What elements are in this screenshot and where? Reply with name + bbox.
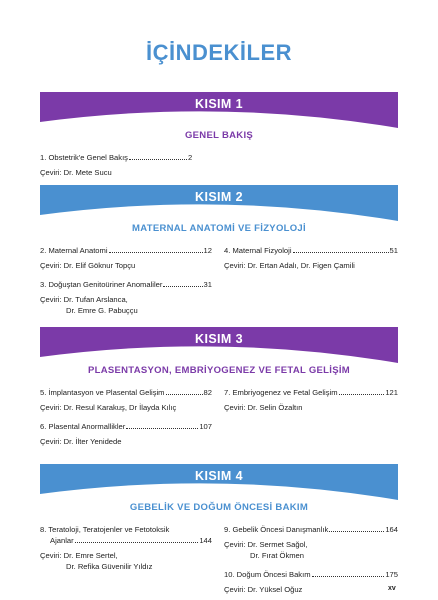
toc-entry[interactable]: [40, 421, 212, 447]
leader-dots: [293, 252, 389, 253]
toc-column-left: [40, 152, 212, 186]
toc-entry-translator: Çeviri: Dr. Elif Göknur Topçu: [40, 261, 136, 270]
toc-entry-page: 121: [385, 388, 398, 397]
toc-entry-translator: Çeviri: Dr. Sermet Sağol,: [224, 540, 308, 549]
leader-dots: [312, 576, 385, 577]
toc-entry-translator: Çeviri: Dr. İlter Yenidede: [40, 437, 122, 446]
toc-entry[interactable]: [40, 245, 212, 271]
leader-dots: [339, 394, 385, 395]
toc-entry-translator-cont: Dr. Refika Güvenilir Yıldız: [66, 562, 153, 571]
section-banner-label: KISIM 1: [195, 97, 243, 111]
toc-entry-translator: Çeviri: Dr. Resul Karakuş, Dr İlayda Kılıç: [40, 403, 177, 412]
toc-entry-translator: Çeviri: Dr. Tufan Arslanca,: [40, 295, 128, 304]
toc-entry-page: 2: [187, 153, 193, 162]
toc-entry-page: 144: [199, 536, 212, 545]
leader-dots: [166, 394, 203, 395]
toc-entry-title: 5. İmplantasyon ve Plasental Gelişim: [40, 388, 165, 397]
toc-column-right: [224, 245, 398, 279]
toc-entry-title: 6. Plasental Anormallikler: [40, 422, 126, 431]
section-kisim-2: [40, 185, 398, 325]
toc-column-left: [40, 245, 212, 324]
toc-entry-translator-cont: Dr. Emre G. Pabuççu: [66, 306, 138, 315]
leader-dots: [75, 542, 199, 543]
section-banner-label: KISIM 3: [195, 332, 243, 346]
toc-entry-page: 82: [203, 388, 212, 397]
toc-entry-translator-cont: Dr. Fırat Ökmen: [250, 551, 305, 560]
section-subtitle: GEBELİK VE DOĞUM ÖNCESİ BAKIM: [129, 502, 309, 513]
section-subtitle: GENEL BAKIŞ: [184, 130, 254, 141]
section-banner: [40, 185, 398, 221]
toc-entry[interactable]: [224, 245, 398, 271]
toc-entry-title: 2. Maternal Anatomi: [40, 246, 108, 255]
section-banner: [40, 327, 398, 363]
toc-entry-page: 31: [203, 280, 212, 289]
leader-dots: [329, 531, 384, 532]
toc-entry[interactable]: [224, 387, 398, 413]
toc-entry-translator: Çeviri: Dr. Yüksel Oğuz: [224, 585, 303, 594]
toc-entry-title: 1. Obstetrik'e Genel Bakış: [40, 153, 128, 162]
section-subtitle: PLASENTASYON, EMBRİYOGENEZ VE FETAL GELİŞİM: [87, 365, 351, 376]
section-kisim-1: [40, 92, 398, 192]
toc-entry-page: 107: [199, 422, 212, 431]
toc-entry-translator: Çeviri: Dr. Emre Sertel,: [40, 551, 118, 560]
toc-entry-translator: Çeviri: Dr. Ertan Adalı, Dr. Figen Çamili: [224, 261, 355, 270]
toc-entry-page: 12: [203, 246, 212, 255]
section-banner-label: KISIM 2: [195, 190, 243, 204]
toc-entry[interactable]: [40, 387, 212, 413]
leader-dots: [163, 286, 202, 287]
leader-dots: [109, 252, 203, 253]
toc-column-right: [224, 524, 398, 600]
section-banner-label: KISIM 4: [195, 469, 243, 483]
toc-entry-title-cont: Ajanlar: [50, 536, 74, 545]
toc-entry-page: 51: [389, 246, 398, 255]
toc-entry-title: 3. Doğuştan Genitoüriner Anomaliler: [40, 280, 163, 289]
section-kisim-3: [40, 327, 398, 467]
toc-column-left: [40, 524, 212, 580]
toc-entry[interactable]: [40, 524, 212, 572]
section-banner: [40, 464, 398, 500]
section-subtitle: MATERNAL ANATOMİ VE FİZYOLOJİ: [132, 223, 306, 234]
page-title: İÇİNDEKİLER: [145, 40, 293, 65]
toc-entry[interactable]: [224, 524, 398, 561]
section-kisim-4: [40, 464, 398, 600]
leader-dots: [126, 428, 198, 429]
toc-entry-page: 164: [385, 525, 398, 534]
section-banner: [40, 92, 398, 128]
toc-entry-translator: Çeviri: Dr. Mete Sucu: [40, 168, 112, 177]
page-number: xv: [388, 585, 396, 592]
toc-entry-title: 4. Maternal Fizyoloji: [224, 246, 292, 255]
toc-entry-translator: Çeviri: Dr. Selin Özaltın: [224, 403, 303, 412]
toc-column-left: [40, 387, 212, 455]
toc-entry-title: 9. Gebelik Öncesi Danışmanlık: [224, 525, 329, 534]
toc-entry[interactable]: [224, 569, 398, 595]
toc-entry-title: 8. Teratoloji, Teratojenler ve Fetotoksik: [40, 525, 170, 534]
toc-column-right: [224, 387, 398, 421]
toc-entry[interactable]: [40, 152, 212, 178]
toc-entry-title: 10. Doğum Öncesi Bakım: [224, 570, 311, 579]
toc-entry-page: 175: [385, 570, 398, 579]
toc-entry[interactable]: [40, 279, 212, 316]
toc-entry-title: 7. Embriyogenez ve Fetal Gelişim: [224, 388, 338, 397]
leader-dots: [129, 159, 187, 160]
